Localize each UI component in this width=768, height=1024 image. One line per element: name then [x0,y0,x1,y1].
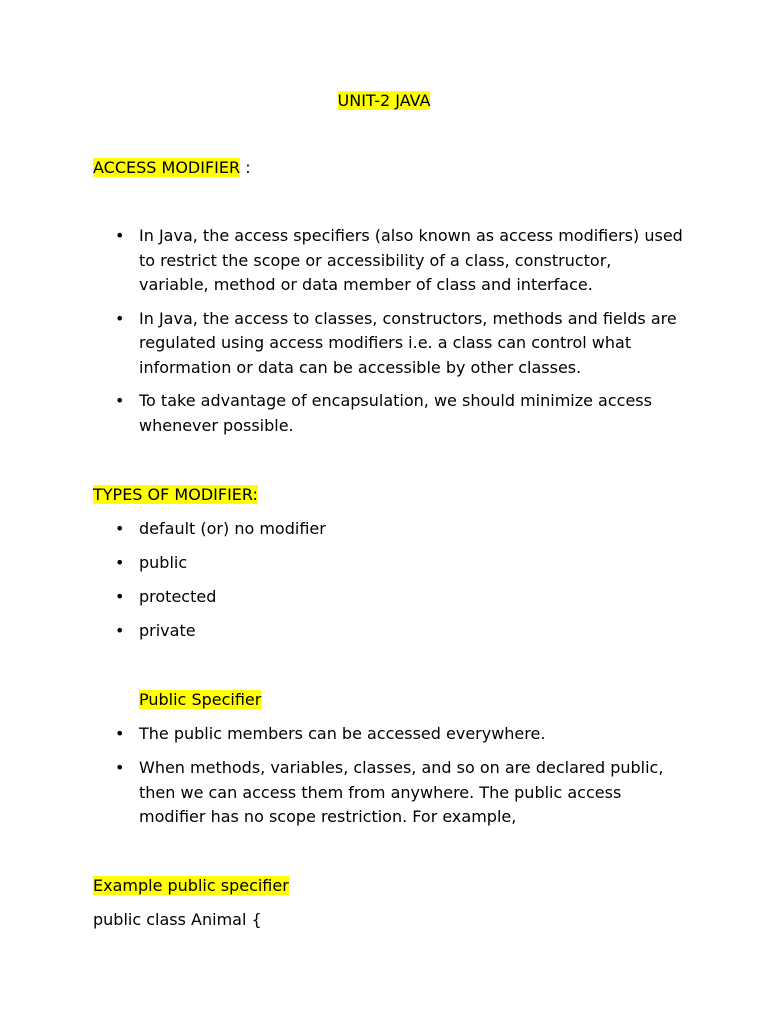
list-item: • In Java, the access specifiers (also known as access modifiers) used to restrict the scope or accessibility of a class, constructor, variable, method or data member of class and interface. [115,224,685,298]
section-heading-text: TYPES OF MODIFIER: [93,485,258,504]
code-line: public class Animal { [93,910,262,929]
section-heading-text: Public Specifier [139,690,262,709]
document-title-text: UNIT-2 JAVA [337,91,431,110]
section-heading-text: Example public specifier [93,876,289,895]
public-specifier-list [115,722,685,830]
access-modifier-list [115,224,685,438]
section-heading-access-modifier [93,156,251,180]
list-item: • public [115,551,685,576]
list-item: • When methods, variables, classes, and so on are declared public, then we can access them from anywhere. The public access modifier has no scope restriction. For example, [115,756,685,830]
list-item: • The public members can be accessed everywhere. [115,722,685,747]
list-item: • protected [115,585,685,610]
modifier-types-list [115,517,685,644]
document-title [0,89,768,113]
list-item: • default (or) no modifier [115,517,685,542]
section-heading-text: ACCESS MODIFIER [93,158,241,177]
list-item: • private [115,619,685,644]
list-item: • In Java, the access to classes, constructors, methods and fields are regulated using access modifiers i.e. a class can control what information or data can be accessible by other classes. [115,307,685,381]
list-item: • To take advantage of encapsulation, we should minimize access whenever possible. [115,389,685,438]
section-heading-types-of-modifier [93,483,258,507]
section-heading-public-specifier [139,688,261,712]
section-heading-suffix: : [240,158,251,177]
section-heading-example-public-specifier [93,874,289,898]
